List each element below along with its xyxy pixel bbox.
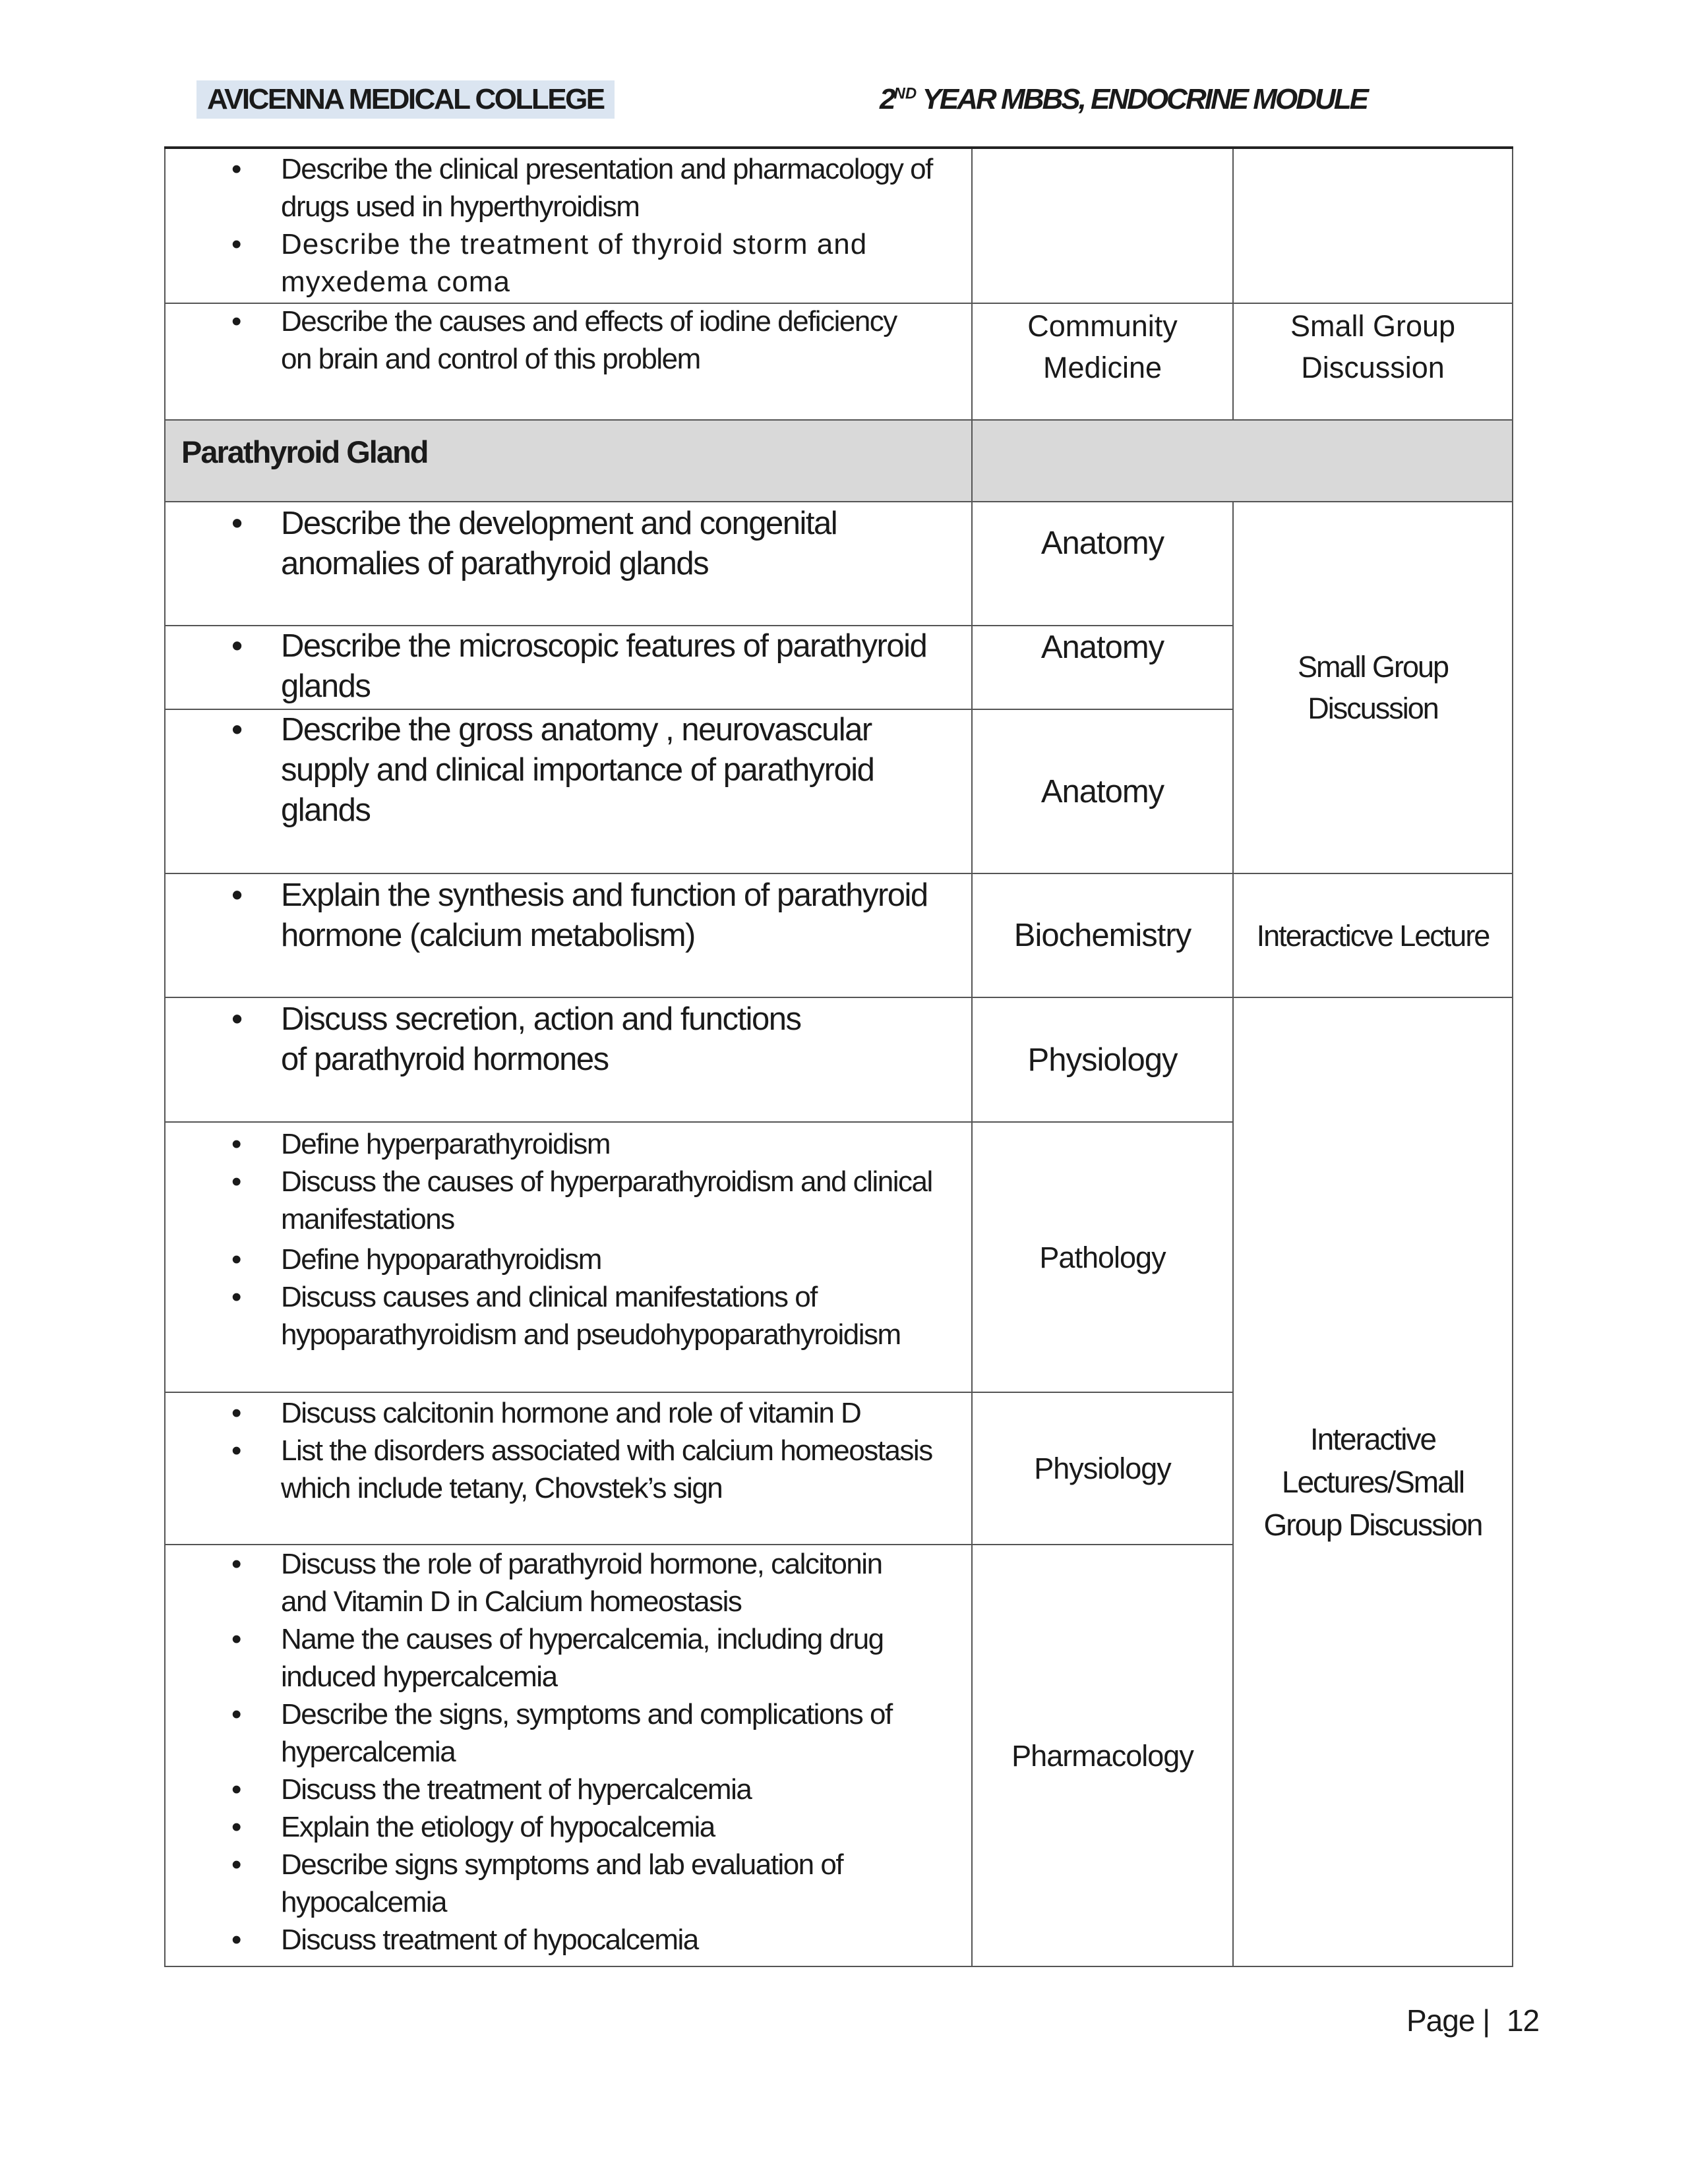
table-row [165,148,1513,303]
department-cell [972,1122,1233,1392]
objective-item: • Describe the gross anatomy , neurovascular supply and clinical importance of parathyroid glands [166,710,951,831]
method-cell [1233,873,1513,997]
method-label: Small Group [1290,309,1456,343]
objectives-cell [165,303,972,420]
objectives-cell [165,1122,972,1392]
department-label: Anatomy [1040,525,1164,561]
objective-list [166,504,971,584]
objectives-cell [165,709,972,873]
objective-list [166,710,971,831]
module-title [880,83,1367,116]
objective-item: • Describe the signs, symptoms and complications of hypercalcemia [166,1696,951,1771]
objective-item: • Describe the treatment of thyroid storm and myxedema coma [166,225,951,301]
method-label: Interactive [1310,1421,1436,1456]
objectives-cell [165,1392,972,1545]
objective-list [166,1394,971,1507]
section-header-row [165,420,1513,502]
objective-list [166,303,971,378]
module-title-rest: YEAR MBBS, ENDOCRINE MODULE [917,83,1367,115]
department-cell [972,1392,1233,1545]
objective-item: • Define hypoparathyroidism [166,1241,951,1278]
table-row [165,303,1513,420]
objective-item: • Explain the synthesis and function of parathyroid hormone (calcium metabolism) [166,875,951,956]
objective-item: • Describe signs symptoms and lab evaluation of hypocalcemia [166,1846,951,1921]
college-name [196,80,615,119]
objectives-cell [165,1545,972,1966]
table-row [165,502,1513,626]
objective-item: • Describe the clinical presentation and pharmacology of drugs used in hyperthyroidism [166,150,951,225]
objective-item: • Name the causes of hypercalcemia, including drug induced hypercalcemia [166,1620,951,1696]
curriculum-table [164,146,1513,1967]
objective-list [166,1545,971,1959]
department-cell [972,873,1233,997]
objective-item: • Discuss causes and clinical manifestations of hypoparathyroidism and pseudohypoparathyroidism [166,1278,951,1353]
objective-item: • Discuss treatment of hypocalcemia [166,1921,951,1959]
objective-item: • Discuss the causes of hyperparathyroidism and clinical manifestations [166,1163,951,1238]
objective-list [166,1125,971,1353]
objective-list [166,150,971,301]
page-number: 12 [1506,2003,1540,2038]
objective-item: • Discuss calcitonin hormone and role of vitamin D [166,1394,951,1432]
department-cell [972,626,1233,709]
module-title-superscript: ND [893,84,917,103]
objective-item: • Explain the etiology of hypocalcemia [166,1808,951,1846]
objective-list [166,875,971,956]
department-label: Anatomy [1040,773,1164,810]
department-label: Pharmacology [1011,1738,1193,1773]
table-row [165,873,1513,997]
objectives-cell [165,873,972,997]
page-footer [1406,2003,1539,2038]
objectives-cell [165,502,972,626]
method-label: Group Discussion [1263,1507,1482,1542]
method-label: Interacticve Lecture [1256,918,1490,953]
department-label: Physiology [1034,1452,1171,1485]
department-label: Physiology [1027,1042,1178,1078]
method-cell [1233,997,1513,1966]
method-label: Discussion [1308,692,1438,725]
objective-item: • Discuss the role of parathyroid hormone, calcitonin and Vitamin D in Calcium homeostasis [166,1545,951,1620]
method-label: Lectures/Small [1281,1464,1464,1499]
objective-list [166,999,971,1080]
method-cell [1233,148,1513,303]
department-cell [972,502,1233,626]
objective-item: • Describe the causes and effects of iodine deficiency on brain and control of this problem [166,303,951,378]
objectives-cell [165,148,972,303]
objectives-cell [165,626,972,709]
section-title: Parathyroid Gland [181,434,428,469]
department-cell [972,148,1233,303]
method-label: Discussion [1301,351,1445,384]
method-label: Small Group [1297,650,1449,684]
department-cell [972,709,1233,873]
objectives-cell [165,997,972,1122]
department-label: Pathology [1039,1240,1166,1274]
objective-item: • Describe the development and congenital anomalies of parathyroid glands [166,504,951,584]
objective-item: • List the disorders associated with calcium homeostasis which include tetany, Chovstek’s sign [166,1432,951,1507]
department-cell [972,1545,1233,1966]
department-label: Anatomy [1040,630,1164,665]
method-cell [1233,303,1513,420]
method-cell [1233,502,1513,873]
section-title-cell [165,420,972,502]
table-row [165,997,1513,1122]
objective-item: • Describe the microscopic features of parathyroid glands [166,626,951,707]
department-label: Biochemistry [1013,918,1191,953]
section-blank-cell [972,420,1513,502]
page-label: Page | [1406,2003,1490,2038]
objective-list [166,626,971,707]
department-label: Community [1027,309,1178,343]
department-cell [972,303,1233,420]
department-cell [972,997,1233,1122]
objective-item: • Define hyperparathyroidism [166,1125,951,1163]
objective-item: • Discuss the treatment of hypercalcemia [166,1771,951,1808]
college-name-text: AVICENNA MEDICAL COLLEGE [207,83,604,115]
department-label: Medicine [1042,351,1162,384]
module-title-year: 2 [880,83,894,115]
objective-item: • Discuss secretion, action and functions of parathyroid hormones [166,999,951,1080]
